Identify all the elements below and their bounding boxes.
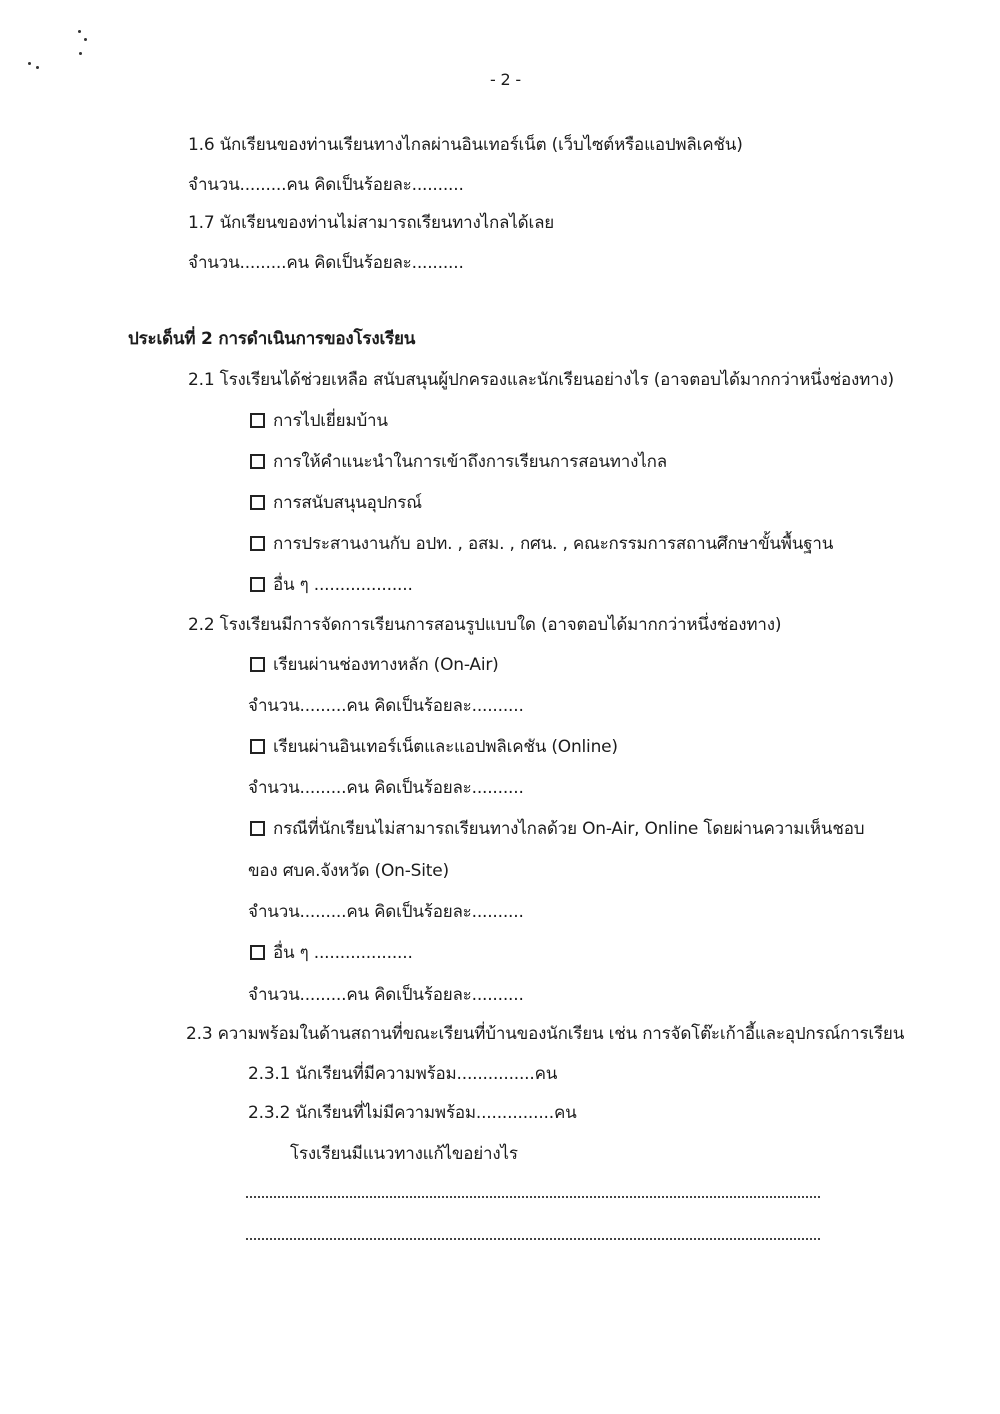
scan-speck: [84, 38, 87, 41]
scan-speck: [78, 30, 81, 33]
option-home-visit: การไปเยี่ยมบ้าน: [250, 409, 388, 433]
option-other-2-2: อื่น ๆ ...................: [250, 941, 413, 965]
scan-speck: [36, 66, 39, 69]
on-site-count: จำนวน.........คน คิดเป็นร้อยละ..........: [248, 902, 524, 922]
checkbox[interactable]: [250, 577, 265, 592]
page-number: - 2 -: [490, 70, 521, 89]
other-count: จำนวน.........คน คิดเป็นร้อยละ..........: [248, 985, 524, 1005]
question-2-3-1: 2.3.1 นักเรียนที่มีความพร้อม...............คน: [248, 1064, 558, 1084]
on-air-count: จำนวน.........คน คิดเป็นร้อยละ..........: [248, 696, 524, 716]
option-coordination: การประสานงานกับ อปท. , อสม. , กศน. , คณะกรรมการสถานศึกษาขั้นพื้นฐาน: [250, 532, 833, 556]
checkbox[interactable]: [250, 657, 265, 672]
section-2-heading: ประเด็นที่ 2 การดำเนินการของโรงเรียน: [128, 329, 416, 349]
checkbox[interactable]: [250, 454, 265, 469]
option-other-2-1: อื่น ๆ ...................: [250, 573, 413, 597]
option-equipment-support: การสนับสนุนอุปกรณ์: [250, 491, 422, 515]
question-1-7: 1.7 นักเรียนของท่านไม่สามารถเรียนทางไกลได้เลย: [188, 213, 555, 233]
option-online: เรียนผ่านอินเทอร์เน็ตและแอปพลิเคชัน (Online): [250, 735, 618, 759]
solution-prompt: โรงเรียนมีแนวทางแก้ไขอย่างไร: [290, 1144, 518, 1164]
question-2-3: 2.3 ความพร้อมในด้านสถานที่ขณะเรียนที่บ้านของนักเรียน เช่น การจัดโต๊ะเก้าอี้และอุปกรณ์การเรียน: [186, 1024, 905, 1044]
question-1-6-count: จำนวน.........คน คิดเป็นร้อยละ..........: [188, 175, 464, 195]
checkbox[interactable]: [250, 413, 265, 428]
answer-line[interactable]: [246, 1238, 820, 1240]
checkbox[interactable]: [250, 739, 265, 754]
checkbox[interactable]: [250, 536, 265, 551]
question-2-1: 2.1 โรงเรียนได้ช่วยเหลือ สนับสนุนผู้ปกครองและนักเรียนอย่างไร (อาจตอบได้มากกว่าหนึ่งช่องทาง): [188, 370, 894, 390]
checkbox[interactable]: [250, 821, 265, 836]
option-distance-learning-advice: การให้คำแนะนำในการเข้าถึงการเรียนการสอนทางไกล: [250, 450, 667, 474]
checkbox[interactable]: [250, 945, 265, 960]
on-site-continuation: ของ ศบค.จังหวัด (On-Site): [248, 861, 449, 881]
question-2-3-2: 2.3.2 นักเรียนที่ไม่มีความพร้อม...............คน: [248, 1103, 577, 1123]
question-1-7-count: จำนวน.........คน คิดเป็นร้อยละ..........: [188, 253, 464, 273]
option-on-site: กรณีที่นักเรียนไม่สามารถเรียนทางไกลด้วย On-Air, Online โดยผ่านความเห็นชอบ: [250, 817, 864, 841]
answer-line[interactable]: [246, 1196, 820, 1198]
online-count: จำนวน.........คน คิดเป็นร้อยละ..........: [248, 778, 524, 798]
question-2-2: 2.2 โรงเรียนมีการจัดการเรียนการสอนรูปแบบใด (อาจตอบได้มากกว่าหนึ่งช่องทาง): [188, 615, 782, 635]
checkbox[interactable]: [250, 495, 265, 510]
question-1-6: 1.6 นักเรียนของท่านเรียนทางไกลผ่านอินเทอร์เน็ต (เว็บไซต์หรือแอปพลิเคชัน): [188, 135, 743, 155]
scan-speck: [28, 62, 31, 65]
option-on-air: เรียนผ่านช่องทางหลัก (On-Air): [250, 653, 499, 677]
scan-speck: [79, 52, 82, 55]
